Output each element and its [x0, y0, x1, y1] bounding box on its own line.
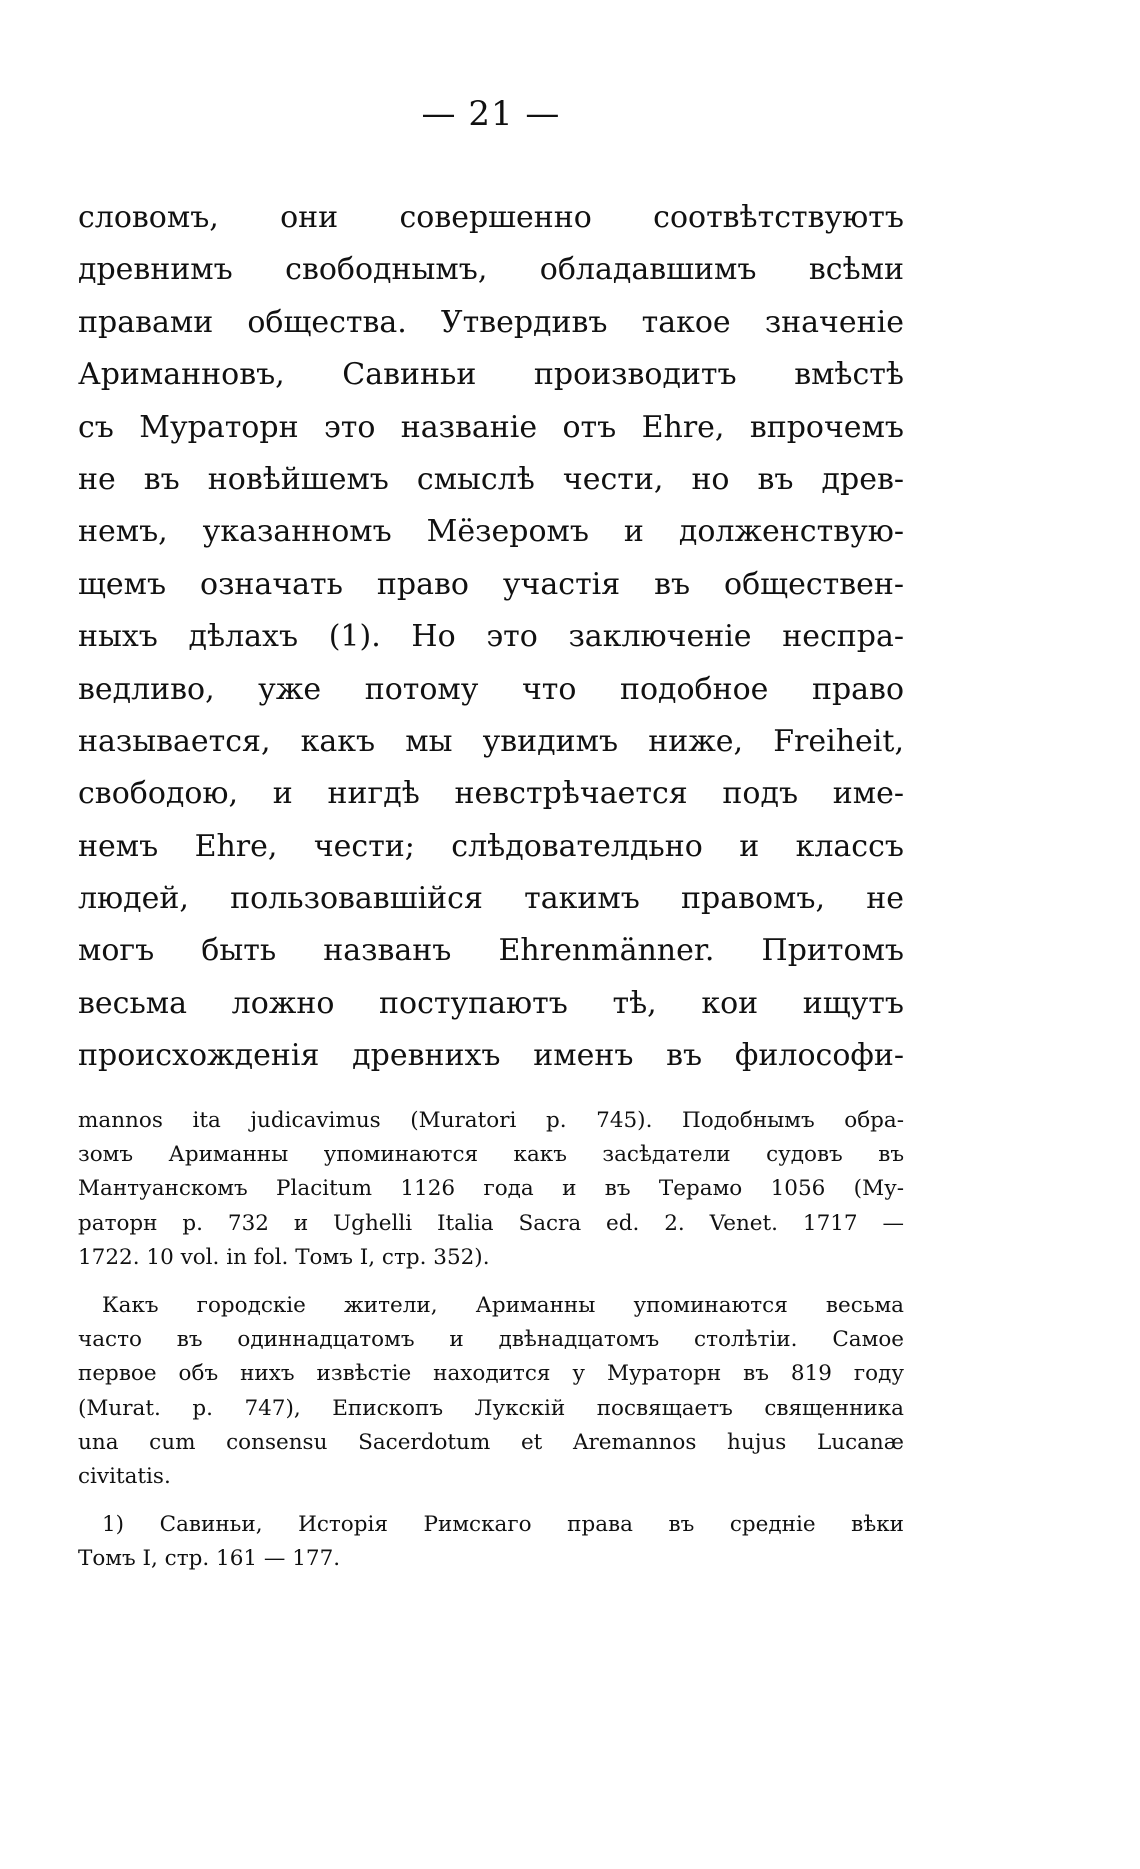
footnote-line: 1) Савиньи, Исторія Римскаго права въ средніе вѣки	[102, 1512, 904, 1538]
main-text-line: свободою, и нигдѣ невстрѣчается подъ име-	[78, 776, 904, 812]
footnote-line: зомъ Ариманны упоминаются какъ засѣдатели судовъ въ	[78, 1142, 904, 1168]
main-text-line: немъ, указанномъ Мёзеромъ и долженствую-	[78, 514, 904, 550]
main-text-line: немъ Ehre, чести; слѣдователдьно и классъ	[78, 828, 904, 864]
main-text-line: происхожденія древнихъ именъ въ философи-	[78, 1038, 904, 1074]
page-number: — 21 —	[421, 94, 561, 134]
footnote-line: Какъ городскіе жители, Ариманны упоминаются весьма	[102, 1292, 904, 1318]
main-text-line: ведливо, уже потому что подобное право	[78, 671, 904, 707]
main-text-line: древнимъ свободнымъ, обладавшимъ всѣми	[78, 252, 904, 288]
footnote-continuation	[78, 1104, 904, 1275]
footnote-line: 1722. 10 vol. in fol. Томъ I, стр. 352).	[78, 1244, 490, 1270]
footnote-line: Томъ I, стр. 161 — 177.	[78, 1546, 341, 1572]
footnote-line: una cum consensu Sacerdotum et Aremannos hujus Lucanæ	[78, 1429, 904, 1455]
footnote-line: mannos ita judicavimus (Muratori p. 745). Подобнымъ обра-	[78, 1108, 904, 1133]
main-text-line: весьма ложно поступаютъ тѣ, кои ищутъ	[78, 985, 904, 1021]
main-text-line: щемъ означать право участія въ обществен-	[78, 566, 904, 602]
footnotes-block	[78, 1104, 904, 1576]
footnote-line: часто въ одиннадцатомъ и двѣнадцатомъ столѣтіи. Самое	[78, 1327, 904, 1353]
main-text-line: Ариманновъ, Савиньи производитъ вмѣстѣ	[78, 357, 904, 393]
footnote-line: Мантуанскомъ Placitum 1126 года и въ Терамо 1056 (Му-	[78, 1176, 904, 1202]
main-text-line: правами общества. Утвердивъ такое значеніе	[78, 304, 904, 340]
main-text-line: словомъ, они совершенно соотвѣтствуютъ	[78, 200, 904, 235]
main-text-block	[78, 192, 904, 1083]
main-text-line: ныхъ дѣлахъ (1). Но это заключеніе неспра-	[78, 619, 904, 655]
footnote-line: раторн р. 732 и Ughelli Italia Sacra ed. 2. Venet. 1717 —	[78, 1210, 904, 1236]
footnote-line: (Murat. p. 747), Епископъ Лукскій посвящаетъ священника	[78, 1395, 904, 1421]
main-text-line: людей, пользовавшійся такимъ правомъ, не	[78, 881, 904, 917]
footnote-line: civitatis.	[78, 1463, 171, 1489]
footnote-paragraph	[78, 1289, 904, 1494]
main-text-line: не въ новѣйшемъ смыслѣ чести, но въ древ-	[78, 461, 904, 497]
main-text-line: съ Мураторн это названіе отъ Ehre, впрочемъ	[78, 409, 904, 445]
footnote-line: первое объ нихъ извѣстіе находится у Мураторн въ 819 году	[78, 1361, 904, 1387]
main-text-line: называется, какъ мы увидимъ ниже, Freiheit,	[78, 723, 904, 759]
main-text-line: могъ быть названъ Ehrenmänner. Притомъ	[78, 933, 904, 969]
footnote-1	[78, 1508, 904, 1576]
